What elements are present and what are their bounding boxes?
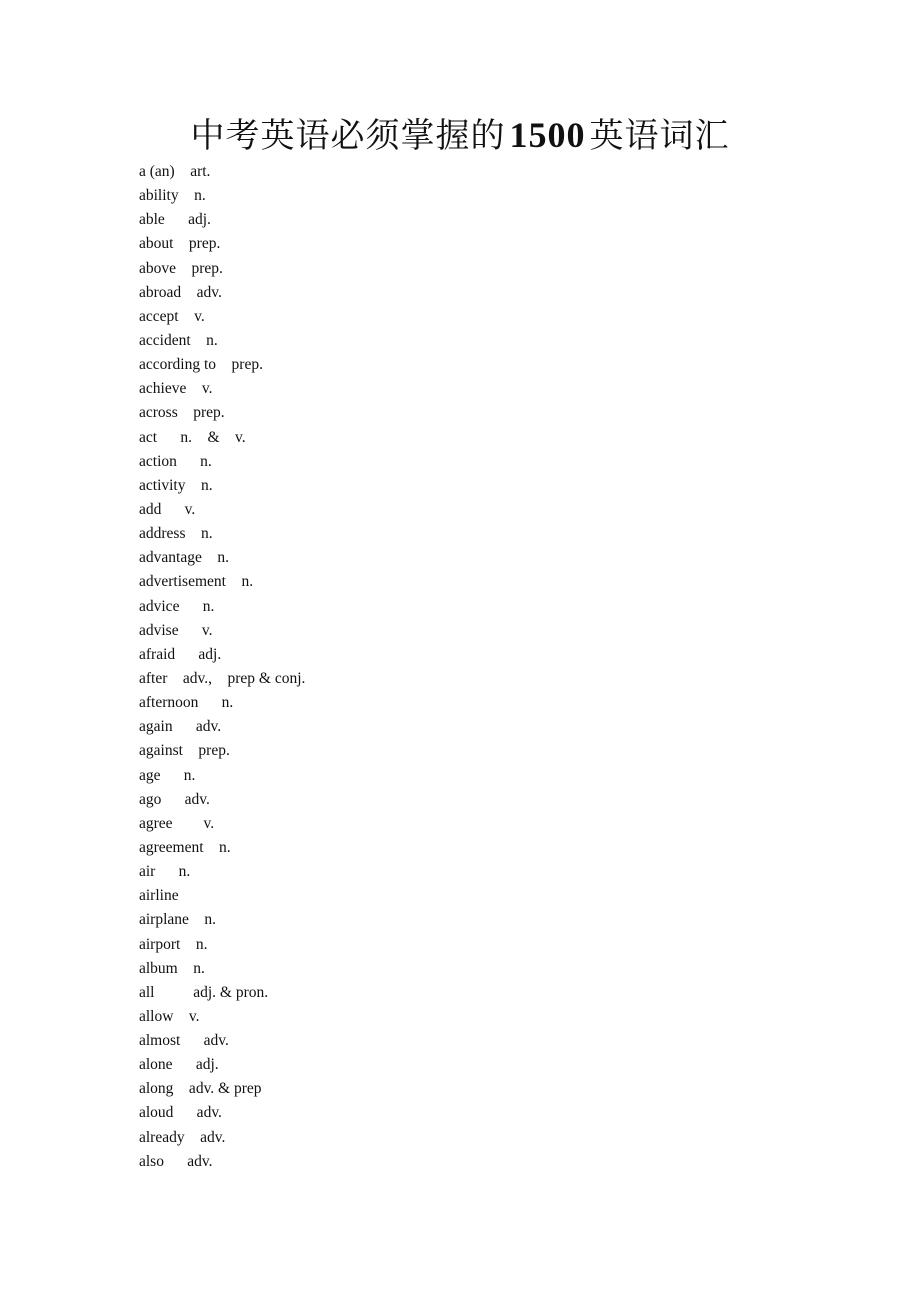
vocab-entry: above prep.: [139, 259, 223, 277]
vocab-entry: afraid adj.: [139, 645, 222, 663]
vocab-entry: about prep.: [139, 235, 221, 253]
vocab-entry: act n. & v.: [139, 428, 246, 446]
vocab-entry: aloud adv.: [139, 1104, 222, 1122]
vocabulary-list: [139, 160, 305, 1174]
vocab-entry: all adj. & pron.: [139, 983, 269, 1001]
title-number: 1500: [509, 115, 586, 155]
vocab-entry: agree v.: [139, 814, 215, 832]
vocab-entry: ago adv.: [139, 790, 210, 808]
vocab-entry: achieve v.: [139, 380, 213, 398]
title-suffix: 英语词汇: [589, 116, 730, 156]
vocab-entry: afternoon n.: [139, 694, 234, 712]
vocab-entry: accept v.: [139, 307, 205, 325]
vocab-entry: almost adv.: [139, 1032, 229, 1050]
vocab-entry: across prep.: [139, 404, 225, 422]
vocab-entry: against prep.: [139, 742, 230, 760]
vocab-entry: activity n.: [139, 476, 213, 494]
page-title: [0, 112, 920, 159]
vocab-entry: ability n.: [139, 187, 206, 205]
vocab-entry: add v.: [139, 500, 196, 518]
vocab-entry: already adv.: [139, 1128, 226, 1146]
title-prefix: 中考英语必须掌握的: [190, 116, 506, 156]
vocab-entry: airline: [139, 887, 179, 905]
vocab-entry: a (an) art.: [139, 163, 211, 180]
vocab-entry: alone adj.: [139, 1056, 219, 1074]
vocab-entry: advise v.: [139, 621, 213, 639]
vocab-entry: able adj.: [139, 211, 211, 229]
vocab-entry: advice n.: [139, 597, 215, 615]
vocab-entry: air n.: [139, 863, 191, 881]
vocab-entry: abroad adv.: [139, 283, 222, 301]
vocab-entry: age n.: [139, 766, 196, 784]
vocab-entry: airport n.: [139, 935, 208, 953]
vocab-entry: allow v.: [139, 1007, 200, 1025]
vocab-entry: advertisement n.: [139, 573, 254, 591]
vocab-entry: airplane n.: [139, 911, 217, 929]
vocab-entry: also adv.: [139, 1152, 213, 1170]
vocab-entry: accident n.: [139, 331, 218, 349]
vocab-entry: action n.: [139, 452, 212, 470]
vocab-entry: along adv. & prep: [139, 1080, 262, 1098]
vocab-entry: album n.: [139, 959, 205, 977]
vocab-entry: after adv., prep & conj.: [139, 669, 306, 687]
vocab-entry: agreement n.: [139, 838, 231, 856]
vocab-entry: according to prep.: [139, 356, 263, 374]
vocab-entry: advantage n.: [139, 549, 229, 567]
vocab-entry: address n.: [139, 525, 213, 543]
vocab-entry: again adv.: [139, 718, 222, 736]
